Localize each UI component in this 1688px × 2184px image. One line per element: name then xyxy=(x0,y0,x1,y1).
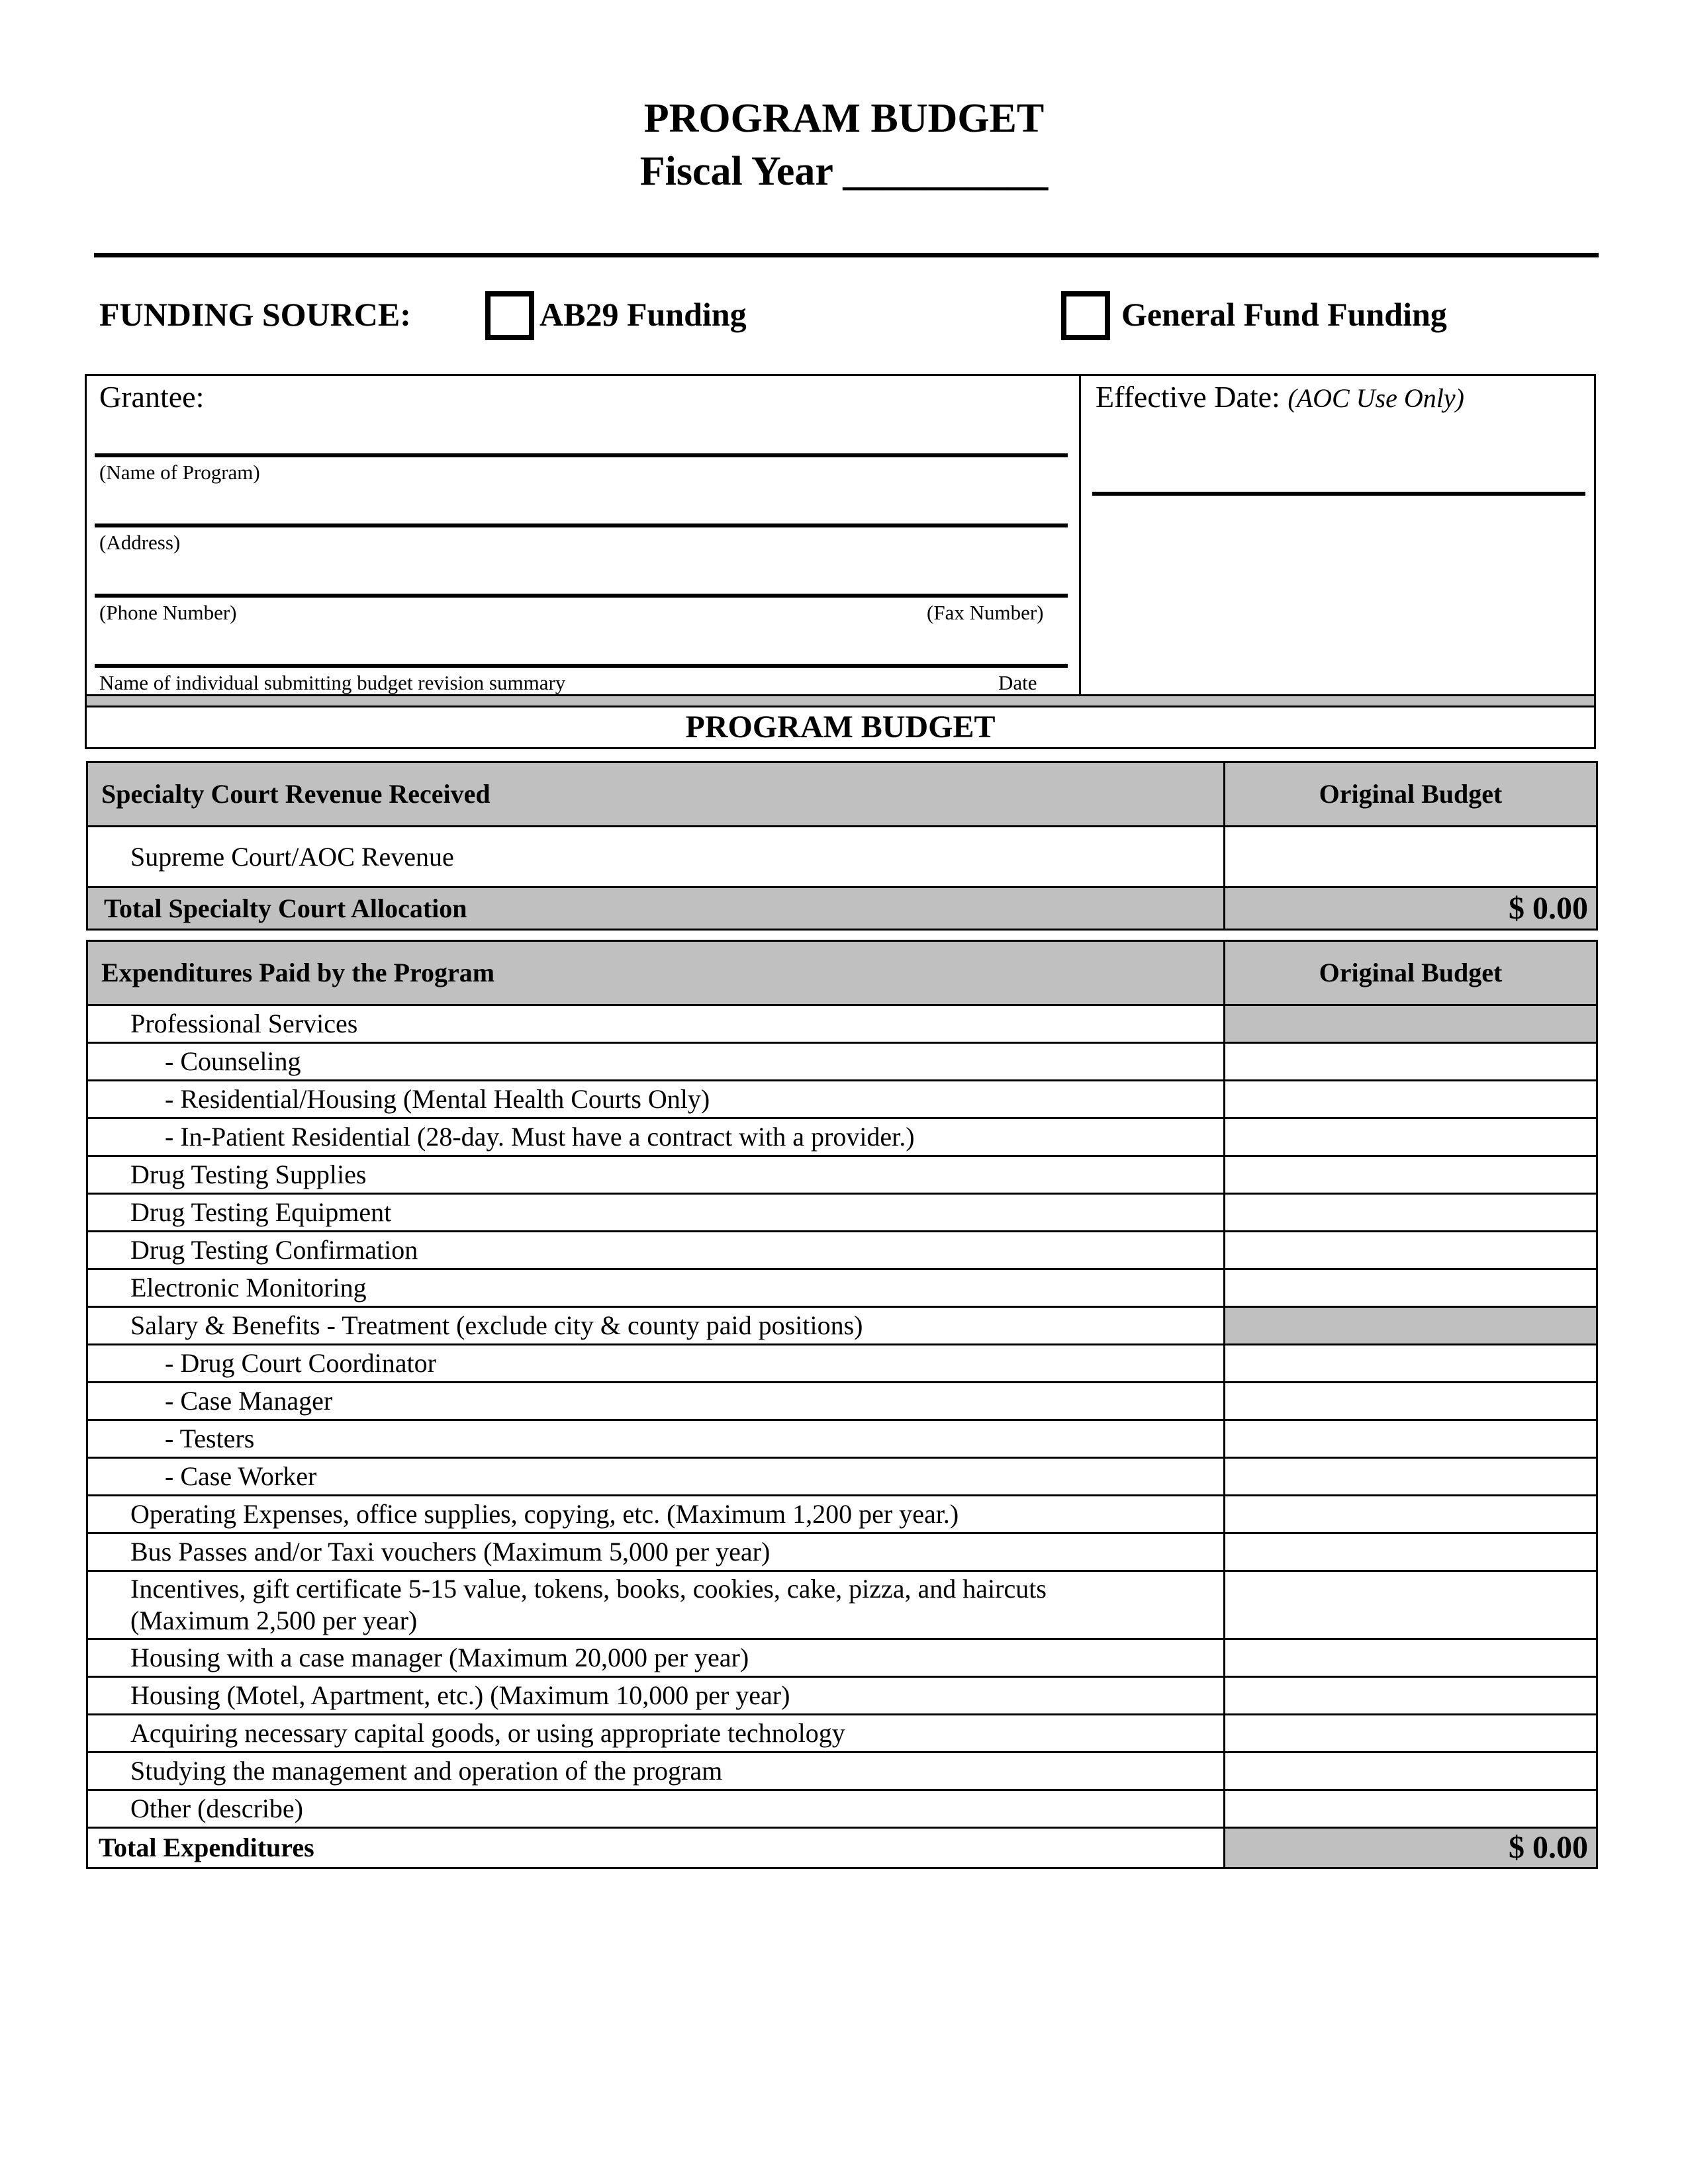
expenditures-header: Expenditures Paid by the Program xyxy=(87,941,1225,1005)
expenditures-table xyxy=(86,940,1598,1869)
funding-source-label: FUNDING SOURCE: xyxy=(99,296,411,333)
table-row xyxy=(87,1715,1597,1752)
expense-row-label: - Case Manager xyxy=(87,1383,1225,1420)
expense-row-label: - Residential/Housing (Mental Health Courts Only) xyxy=(87,1081,1225,1118)
revenue-row-label: Supreme Court/AOC Revenue xyxy=(87,827,1225,887)
expense-row-label: Acquiring necessary capital goods, or using appropriate technology xyxy=(87,1715,1225,1752)
effective-date-field[interactable] xyxy=(1092,492,1585,496)
table-row xyxy=(87,1345,1597,1383)
expense-row-label-line2: (Maximum 2,500 per year) xyxy=(130,1606,418,1635)
table-row xyxy=(87,827,1597,887)
expense-row-label: Drug Testing Equipment xyxy=(87,1194,1225,1232)
expense-row-label-line1: Incentives, gift certificate 5-15 value, tokens, books, cookies, cake, pizza, and haircuts xyxy=(130,1574,1047,1604)
table-row xyxy=(87,1790,1597,1828)
revenue-header-row xyxy=(87,762,1597,827)
expense-row-amount[interactable] xyxy=(1225,1533,1597,1571)
expense-row-amount[interactable] xyxy=(1225,1194,1597,1232)
phone-fax-field[interactable] xyxy=(95,594,1068,598)
expense-row-label: Housing (Motel, Apartment, etc.) (Maximum 10,000 per year) xyxy=(87,1677,1225,1715)
expense-row-amount[interactable] xyxy=(1225,1269,1597,1307)
table-row xyxy=(87,1533,1597,1571)
expense-row-label: Studying the management and operation of the program xyxy=(87,1752,1225,1790)
fiscal-year-title: Fiscal Year __________ xyxy=(639,149,1049,194)
table-row xyxy=(87,1496,1597,1533)
expense-row-label: Housing with a case manager (Maximum 20,000 per year) xyxy=(87,1639,1225,1677)
expense-row-amount[interactable] xyxy=(1225,1081,1597,1118)
table-row xyxy=(87,1269,1597,1307)
table-row xyxy=(87,1420,1597,1458)
ab29-funding-label: AB29 Funding xyxy=(539,296,747,333)
expenditures-total-row xyxy=(87,1828,1597,1868)
expense-row-label: - Case Worker xyxy=(87,1458,1225,1496)
table-row xyxy=(87,1307,1597,1345)
table-row xyxy=(87,1639,1597,1677)
expense-row-amount[interactable] xyxy=(1225,1496,1597,1533)
expense-row-label: Salary & Benefits - Treatment (exclude city & county paid positions) xyxy=(87,1307,1225,1345)
ab29-funding-checkbox[interactable] xyxy=(485,291,534,340)
expense-row-label: Drug Testing Confirmation xyxy=(87,1232,1225,1269)
general-fund-funding-checkbox[interactable] xyxy=(1061,291,1110,340)
expense-row-amount[interactable] xyxy=(1225,1156,1597,1194)
revenue-total-label: Total Specialty Court Allocation xyxy=(87,887,1225,930)
expense-row-label: - In-Patient Residential (28-day. Must have a contract with a provider.) xyxy=(87,1118,1225,1156)
expense-row-label: Drug Testing Supplies xyxy=(87,1156,1225,1194)
expense-row-amount[interactable] xyxy=(1225,1571,1597,1639)
expense-row-amount[interactable] xyxy=(1225,1383,1597,1420)
submitter-caption: Name of individual submitting budget revision summary xyxy=(99,671,566,694)
expense-row-amount[interactable] xyxy=(1225,1790,1597,1828)
revenue-total-row xyxy=(87,887,1597,930)
expense-row-label: Bus Passes and/or Taxi vouchers (Maximum 5,000 per year) xyxy=(87,1533,1225,1571)
expense-row-label: - Drug Court Coordinator xyxy=(87,1345,1225,1383)
expense-row-amount[interactable] xyxy=(1225,1420,1597,1458)
expense-row-label: Professional Services xyxy=(87,1005,1225,1043)
header-divider xyxy=(94,253,1599,257)
expense-row-label: Operating Expenses, office supplies, copying, etc. (Maximum 1,200 per year.) xyxy=(87,1496,1225,1533)
expenditures-header-row xyxy=(87,941,1597,1005)
table-row xyxy=(87,1458,1597,1496)
expense-row-label: Electronic Monitoring xyxy=(87,1269,1225,1307)
revenue-table xyxy=(86,761,1598,931)
document-title: PROGRAM BUDGET xyxy=(643,96,1045,141)
table-row xyxy=(87,1043,1597,1081)
expense-row-label: Other (describe) xyxy=(87,1790,1225,1828)
fax-caption: (Fax Number) xyxy=(927,601,1044,624)
table-row xyxy=(87,1156,1597,1194)
expense-row-amount[interactable] xyxy=(1225,1232,1597,1269)
revenue-total-amount: $ 0.00 xyxy=(1225,887,1597,930)
expenditures-total-amount: $ 0.00 xyxy=(1225,1828,1597,1868)
address-caption: (Address) xyxy=(99,531,181,554)
expense-row-amount[interactable] xyxy=(1225,1345,1597,1383)
program-name-field[interactable] xyxy=(95,453,1068,457)
submission-date-caption: Date xyxy=(998,671,1037,694)
table-row xyxy=(87,1194,1597,1232)
expense-row-amount[interactable] xyxy=(1225,1118,1597,1156)
expense-row-amount[interactable] xyxy=(1225,1752,1597,1790)
submitter-field[interactable] xyxy=(95,664,1068,668)
table-row xyxy=(87,1383,1597,1420)
effective-date-label xyxy=(1096,379,1464,415)
table-row xyxy=(87,1118,1597,1156)
expense-row-amount[interactable] xyxy=(1225,1639,1597,1677)
program-name-caption: (Name of Program) xyxy=(99,461,260,484)
expense-row-label: - Counseling xyxy=(87,1043,1225,1081)
expense-row-amount xyxy=(1225,1005,1597,1043)
aoc-use-only-note: (AOC Use Only) xyxy=(1288,383,1464,413)
expense-row-label xyxy=(87,1571,1225,1639)
phone-caption: (Phone Number) xyxy=(99,601,237,624)
table-row xyxy=(87,1677,1597,1715)
address-field[interactable] xyxy=(95,523,1068,527)
table-row xyxy=(87,1232,1597,1269)
revenue-row-amount[interactable] xyxy=(1225,827,1597,887)
expense-row-label: - Testers xyxy=(87,1420,1225,1458)
table-row xyxy=(87,1081,1597,1118)
expense-row-amount[interactable] xyxy=(1225,1677,1597,1715)
expense-row-amount xyxy=(1225,1307,1597,1345)
expenditures-amount-header: Original Budget xyxy=(1225,941,1597,1005)
section-separator xyxy=(85,696,1596,705)
table-row xyxy=(87,1752,1597,1790)
grantee-info-box xyxy=(85,374,1596,696)
revenue-header: Specialty Court Revenue Received xyxy=(87,762,1225,827)
program-budget-heading: PROGRAM BUDGET xyxy=(85,705,1596,749)
expense-row-amount[interactable] xyxy=(1225,1715,1597,1752)
general-fund-funding-label: General Fund Funding xyxy=(1121,296,1447,333)
grantee-label: Grantee: xyxy=(99,380,205,414)
expenditures-total-label: Total Expenditures xyxy=(87,1828,1225,1868)
revenue-amount-header: Original Budget xyxy=(1225,762,1597,827)
expense-row-amount[interactable] xyxy=(1225,1043,1597,1081)
expense-row-amount[interactable] xyxy=(1225,1458,1597,1496)
effective-date-text: Effective Date: xyxy=(1096,380,1280,414)
grantee-box-divider xyxy=(1079,374,1081,696)
table-row xyxy=(87,1571,1597,1639)
table-row xyxy=(87,1005,1597,1043)
